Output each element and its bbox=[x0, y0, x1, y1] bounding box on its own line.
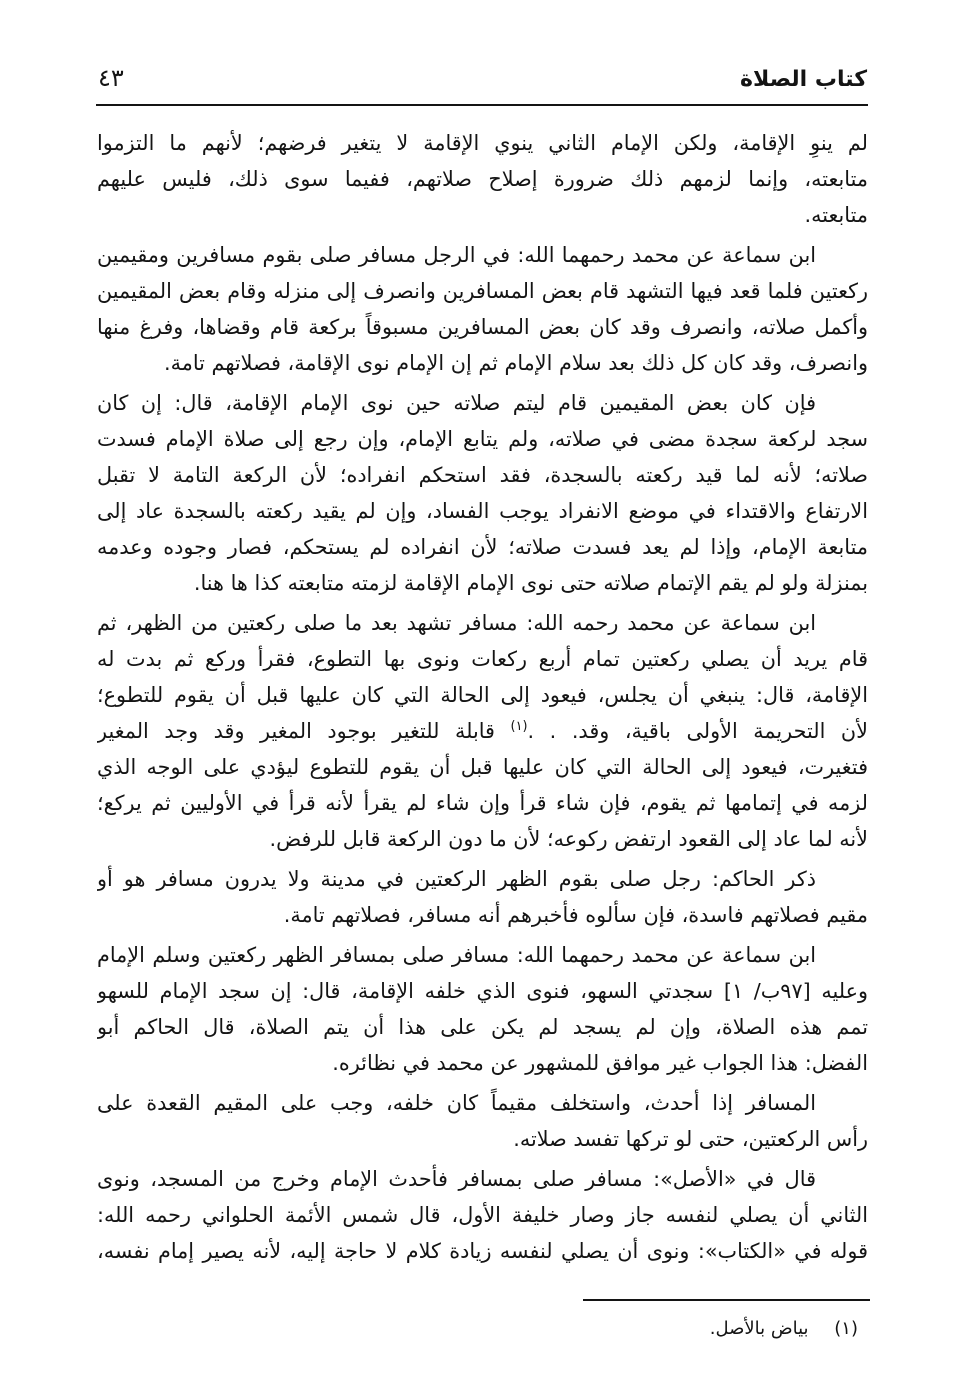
text-line: وعليه [٩٧ب/ ١] سجدتي السهو، فنوى الذي خلفه الإقامة، قال: إن سجد الإمام للسهو bbox=[97, 979, 868, 1003]
line-text: لأن التحريمة الأولى باقية، وقد. . . bbox=[527, 719, 868, 743]
text-line: فإن كان بعض المقيمين قام ليتم صلاته حين نوى الإمام الإقامة، قال: إن كان bbox=[97, 391, 816, 415]
footnote bbox=[710, 1312, 858, 1346]
text-line: رأس الركعتين، حتى لو تركها تفسد صلاته. bbox=[513, 1127, 868, 1151]
paragraph bbox=[97, 1161, 868, 1269]
footnote-text: بياض بالأصل. bbox=[709, 1318, 809, 1339]
text-line: ذكر الحاكم: رجل صلى بقوم الظهر الركعتين في مدينة ولا يدرون مسافر هو أو bbox=[97, 867, 816, 891]
paragraph bbox=[97, 937, 868, 1081]
text-line: متابعته. bbox=[804, 203, 868, 227]
text-line: وانصرف، وقد كان كل ذلك بعد سلام الإمام ثم إن الإمام نوى الإقامة، فصلاتهم تامة. bbox=[163, 351, 868, 375]
footnote-reference: (١) bbox=[510, 719, 528, 735]
line-text: قابلة للتغير بوجود المغير وقد وجد المغير bbox=[97, 719, 511, 743]
paragraph bbox=[97, 605, 868, 857]
text-line: قال في «الأصل»: مسافر صلى بمسافر فأحدث الإمام وخرج من المسجد، ونوى bbox=[97, 1167, 816, 1191]
footnote-marker: (١) bbox=[834, 1318, 858, 1339]
paragraph bbox=[97, 861, 868, 933]
text-line: قوله في «الكتاب»: ونوى أن يصلي لنفسه زيادة كلام لا حاجة إليه، لأنه يصير إمام نفسه، bbox=[97, 1239, 868, 1263]
text-line: قام يريد أن يصلي ركعتين تمام أربع ركعات ونوى بها التطوع، فقرأ وركع ثم بدت له bbox=[97, 647, 868, 671]
text-line: الثاني أن يصلي لنفسه جاز وصار خليفة الأول، قال شمس الأئمة الحلواني رحمه الله: bbox=[97, 1203, 868, 1227]
paragraph bbox=[97, 385, 868, 601]
text-line bbox=[97, 713, 868, 749]
text-line: الإقامة، قال: ينبغي أن يجلس، فيعود إلى الحالة التي كان عليها قبل أن يقوم للتطوع؛ bbox=[97, 683, 868, 707]
header-rule bbox=[96, 104, 868, 106]
text-line: ابن سماعة عن محمد رحمه الله: مسافر تشهد بعد ما صلى ركعتين من الظهر، ثم bbox=[97, 611, 816, 635]
paragraph bbox=[97, 1085, 868, 1157]
main-text bbox=[97, 125, 868, 1269]
text-line: ابن سماعة عن محمد رحمهما الله: في الرجل مسافر صلى بقوم مسافرين ومقيمين bbox=[97, 243, 816, 267]
text-line: مقيم فصلاتهم فاسدة، فإن سألوه فأخبرهم أنه مسافر، فصلاتهم تامة. bbox=[283, 903, 868, 927]
footnote-rule bbox=[583, 1299, 870, 1301]
text-line: لأنه لما عاد إلى القعود ارتفض ركوعه؛ لأن ما دون الركعة قابل للرفض. bbox=[269, 827, 868, 851]
text-line: الفضل: هذا الجواب غير موافق للمشهور عن محمد في نظائره. bbox=[332, 1051, 868, 1075]
text-line: تمم هذه الصلاة، وإن لم يسجد لم يكن على هذا أن يتم الصلاة، قال الحاكم أبو bbox=[97, 1015, 868, 1039]
text-line: متابعة الإمام، وإذا لم يعد فسدت صلاته؛ لأن انفراده لم يستحكم، فصار وجوده وعدمه bbox=[97, 535, 868, 559]
text-line: لزمه في إتمامها ثم يقوم، فإن شاء قرأ وإن شاء لم يقرأ لأنه قرأ في الأوليين ثم يركع؛ bbox=[97, 791, 868, 815]
text-line: وأكمل صلاته، وانصرف وقد كان بعض المسافرين مسبوقاً بركعة قام وقضاها، وفرغ منها bbox=[97, 315, 868, 339]
running-title: كتاب الصلاة bbox=[740, 67, 867, 92]
text-line: ركعتين فلما قعد فيها التشهد قام بعض المسافرين وانصرف إلى منزله وقام بعض المقيمين bbox=[97, 279, 868, 303]
text-line: بمنزلة ولو لم يقم الإتمام صلاته حتى نوى الإمام الإقامة لزمته متابعته كذا ها هنا. bbox=[193, 571, 868, 595]
page-number: ٤٣ bbox=[98, 64, 124, 92]
paragraph bbox=[97, 237, 868, 381]
paragraph bbox=[97, 125, 868, 233]
text-line: سجد لركعة سجدة مضى في صلاته، ولم يتابع الإمام، وإن رجع إلى صلاة الإمام فسدت bbox=[97, 427, 868, 451]
text-line: لم ينوِ الإقامة، ولكن الإمام الثاني ينوي الإقامة لا يتغير فرضهم؛ لأنهم ما التزموا bbox=[97, 131, 868, 155]
text-line: الارتفاع والاقتداء في موضع الانفراد يوجب الفساد، وإن لم يقيد ركعته بالسجدة عاد إلى bbox=[97, 499, 868, 523]
text-line: فتغيرت، فيعود إلى الحالة التي كان عليها قبل أن يقوم للتطوع ليؤدي على الوجه الذي bbox=[97, 755, 868, 779]
text-line: متابعته، وإنما لزمهم ذلك ضرورة إصلاح صلاتهم، ففيما سوى ذلك، فليس عليهم bbox=[97, 167, 868, 191]
text-line: المسافر إذا أحدث، واستخلف مقيماً كان خلفه، وجب على المقيم القعدة على bbox=[97, 1091, 816, 1115]
text-line: ابن سماعة عن محمد رحمهما الله: مسافر صلى بمسافر الظهر ركعتين وسلم الإمام bbox=[97, 943, 816, 967]
text-line: صلاته؛ لأنه لما قيد ركعته بالسجدة، فقد استحكم انفراده؛ لأن الركعة التامة لا تقبل bbox=[97, 463, 868, 487]
